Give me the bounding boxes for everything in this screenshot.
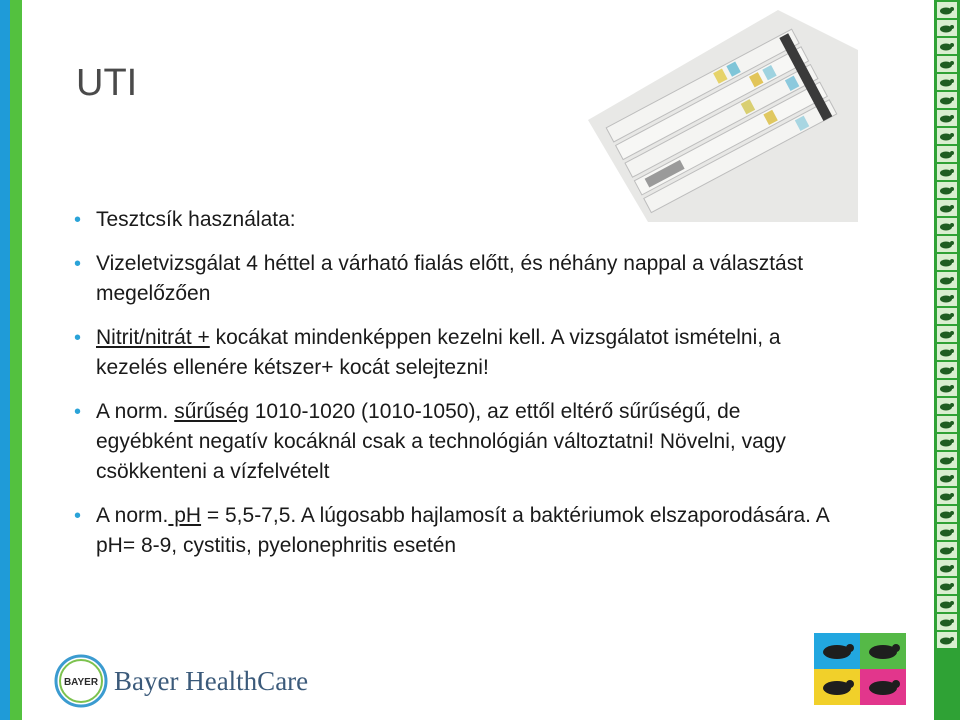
pig-icon xyxy=(937,200,957,216)
pig-icon xyxy=(937,74,957,90)
pig-icon xyxy=(937,452,957,468)
bullet-text: = 5,5-7,5. A lúgosabb hajlamosít a baktériumok elszaporodására. A pH= 8-9, cystitis, pyelonephritis esetén xyxy=(96,504,829,557)
bullet-dot: • xyxy=(74,327,82,349)
bullet-text: A norm. xyxy=(96,504,169,527)
pig-icon xyxy=(937,542,957,558)
bullet-dot: • xyxy=(74,253,82,275)
pig-icon xyxy=(937,290,957,306)
pig-icon xyxy=(937,272,957,288)
bullet-item xyxy=(72,323,832,383)
pig-icon xyxy=(937,344,957,360)
bullet-dot: • xyxy=(74,209,82,231)
pig-icon xyxy=(937,164,957,180)
pig-icon xyxy=(937,506,957,522)
pig-icon xyxy=(937,434,957,450)
pig-icon xyxy=(937,92,957,108)
pig-icon xyxy=(937,326,957,342)
pig-icon xyxy=(937,218,957,234)
pig-icon xyxy=(937,398,957,414)
pig-icon xyxy=(937,560,957,576)
pig-icon xyxy=(937,416,957,432)
pig-icon xyxy=(937,254,957,270)
bullet-text: Tesztcsík használata: xyxy=(96,208,296,231)
bullet-item xyxy=(72,205,832,235)
bullet-dot: • xyxy=(74,505,82,527)
nitrite-term: Nitrit/nitrát + xyxy=(96,326,210,349)
bayer-cross-logo xyxy=(54,654,108,708)
pig-icon xyxy=(937,488,957,504)
pig-icon xyxy=(937,362,957,378)
pig-icon xyxy=(937,182,957,198)
pig-icon xyxy=(937,596,957,612)
logo-text: BAYER xyxy=(63,677,99,688)
left-accent-bar xyxy=(0,0,22,720)
bullet-dot: • xyxy=(74,401,82,423)
pig-icon xyxy=(937,146,957,162)
pig-icon-strip xyxy=(934,0,960,720)
pig-icon xyxy=(937,110,957,126)
density-term: sűrűség xyxy=(174,400,249,423)
pig-icon xyxy=(937,38,957,54)
brand-name: Bayer HealthCare xyxy=(114,666,309,696)
bullet-list xyxy=(72,205,832,575)
bullet-text: Vizeletvizsgálat 4 héttel a várható fialás előtt, és néhány nappal a választást megelőzően xyxy=(96,252,804,305)
pig-icon xyxy=(937,236,957,252)
pig-icon xyxy=(937,20,957,36)
bullet-text: A norm. xyxy=(96,400,175,423)
bullet-item xyxy=(72,249,832,309)
pig-icon xyxy=(937,56,957,72)
pig-icon xyxy=(937,308,957,324)
pig-icon xyxy=(937,614,957,630)
pig-icon xyxy=(937,128,957,144)
bullet-text: 1010-1020 (1010-1050), az ettől eltérő sűrűségű, de egyébként negatív kocáknál csak a technológián változtatni! Növelni, vagy csökkenteni a vízfelvételt xyxy=(96,400,786,483)
bullet-item xyxy=(72,501,832,561)
pig-color-grid xyxy=(814,633,906,705)
bullet-item xyxy=(72,397,832,487)
pig-icon xyxy=(937,380,957,396)
pig-icon xyxy=(937,2,957,18)
pig-icon xyxy=(937,578,957,594)
pig-icon xyxy=(937,470,957,486)
test-strip-photo xyxy=(588,10,858,222)
slide-title: UTI xyxy=(76,62,138,104)
pig-icon xyxy=(937,632,957,648)
ph-term: pH xyxy=(168,504,202,527)
pig-icon xyxy=(937,524,957,540)
bullet-text: kocákat mindenképpen kezelni kell. A vizsgálatot ismételni, a kezelés ellenére kétszer+ kocát selejtezni! xyxy=(96,326,781,379)
